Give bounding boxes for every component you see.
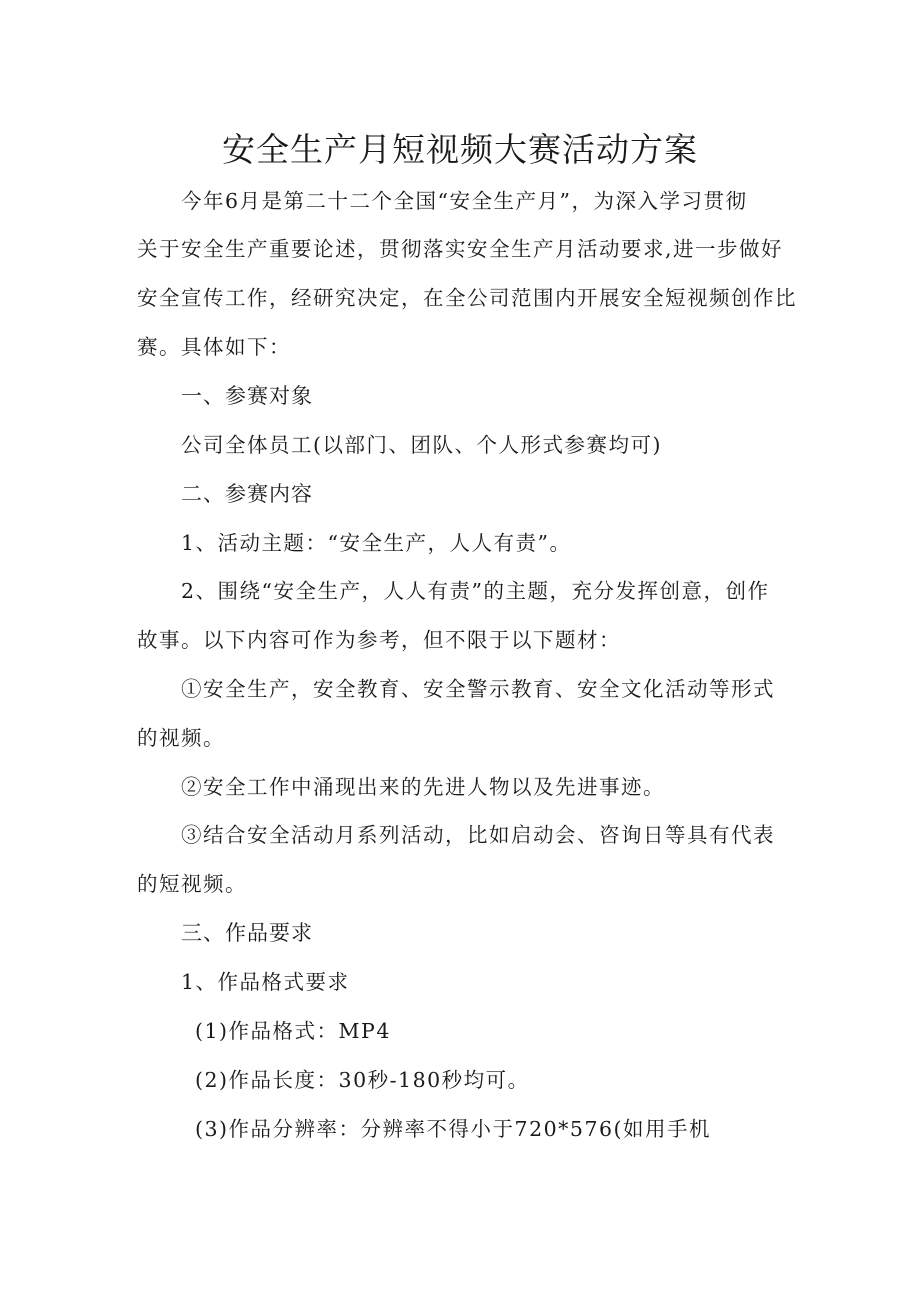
section-heading-participants: 一、参赛对象 (181, 384, 313, 408)
intro-line-2: 关于安全生产重要论述，贯彻落实安全生产月活动要求,进一步做好 (137, 237, 784, 261)
requirement-format: (1)作品格式：MP4 (195, 1019, 391, 1043)
requirement-length: (2)作品长度：30秒-180秒均可。 (195, 1068, 530, 1092)
content-item-2-line-1: 2、围绕“安全生产，人人有责”的主题，充分发挥创意，创作 (181, 579, 770, 603)
section-heading-requirements: 三、作品要求 (181, 921, 313, 945)
requirement-resolution: (3)作品分辨率：分辨率不得小于720*576(如用手机 (195, 1117, 712, 1141)
content-sub-3-line-1: ③结合安全活动月系列活动，比如启动会、咨询日等具有代表 (181, 823, 775, 847)
content-item-2-line-2: 故事。以下内容可作为参考，但不限于以下题材： (137, 628, 621, 652)
intro-line-4: 赛。具体如下： (137, 335, 291, 359)
content-sub-2: ②安全工作中涌现出来的先进人物以及先进事迹。 (181, 775, 665, 799)
content-sub-1-line-1: ①安全生产，安全教育、安全警示教育、安全文化活动等形式 (181, 677, 775, 701)
content-item-1: 1、活动主题：“安全生产，人人有责”。 (181, 531, 572, 555)
content-sub-1-line-2: 的视频。 (137, 726, 225, 750)
participants-text: 公司全体员工(以部门、团队、个人形式参赛均可) (181, 433, 662, 457)
intro-line-3: 安全宣传工作，经研究决定，在全公司范围内开展安全短视频创作比 (137, 286, 797, 310)
section-heading-content: 二、参赛内容 (181, 482, 313, 506)
intro-line-1: 今年6月是第二十二个全国“安全生产月”，为深入学习贯彻 (181, 189, 748, 213)
requirements-item-1: 1、作品格式要求 (181, 970, 350, 994)
content-sub-3-line-2: 的短视频。 (137, 872, 247, 896)
document-title: 安全生产月短视频大赛活动方案 (222, 130, 698, 169)
